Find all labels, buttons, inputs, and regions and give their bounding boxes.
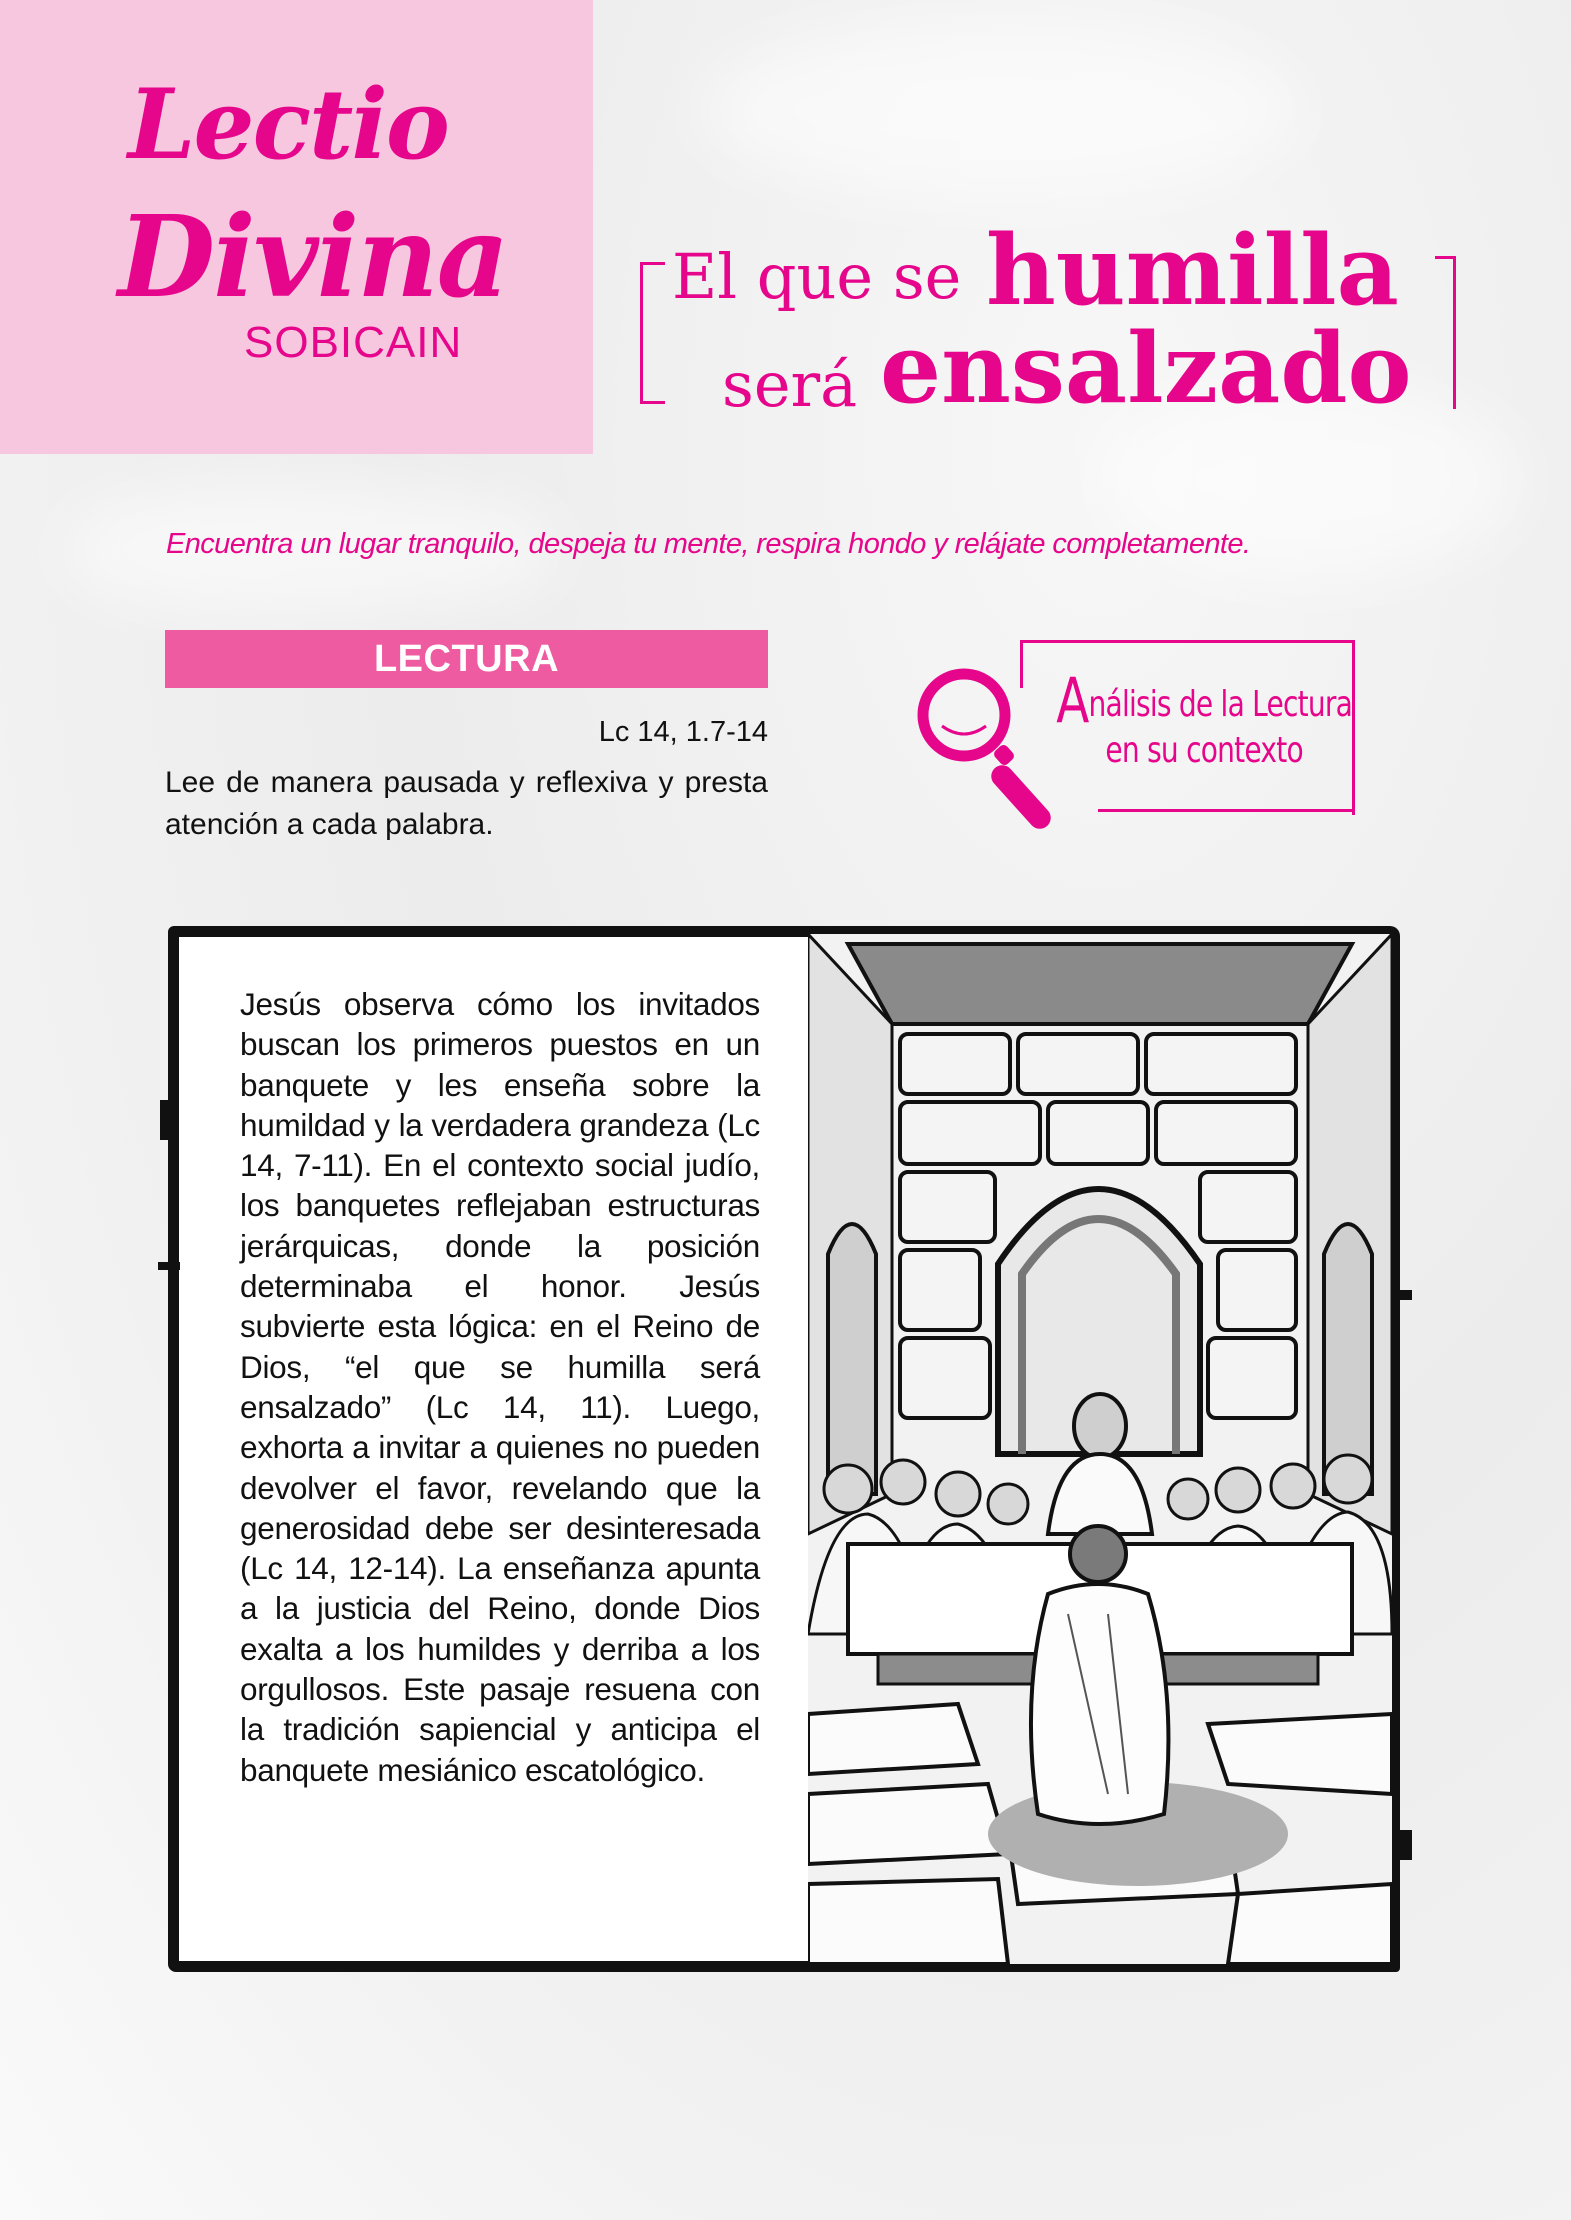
- analysis-frame-bottom: [1098, 809, 1352, 812]
- analysis-title: [1054, 664, 1354, 774]
- brand-logo-box: [0, 0, 593, 454]
- analysis-line2: en su contexto: [1105, 730, 1303, 771]
- title-line2-big: ensalzado: [880, 312, 1412, 425]
- bible-citation: Lc 14, 1.7-14: [598, 716, 768, 748]
- background-cloud: [700, 20, 1300, 200]
- title-line2-small: será: [722, 348, 858, 421]
- title-line1-big: humilla: [986, 214, 1399, 327]
- analysis-badge: [912, 636, 1448, 816]
- banquet-illustration-svg: [808, 934, 1392, 1964]
- brand-org: SOBICAIN: [244, 318, 463, 367]
- analysis-line1: nálisis de la Lectura: [1088, 684, 1353, 725]
- frame-notch: [160, 1100, 178, 1140]
- lectura-heading-label: LECTURA: [373, 637, 560, 680]
- reading-instruction: Lee de manera pausada y reflexiva y presta atención a cada palabra.: [165, 766, 768, 841]
- frame-notch: [158, 1262, 180, 1270]
- lectura-heading: [165, 630, 768, 688]
- banquet-illustration: [808, 934, 1392, 1964]
- analysis-body-text: Jesús observa cómo los invitados buscan los primeros puestos en un banquete y les enseña sobre la humildad y la verdadera grandeza (Lc 14, 7-11). En el contexto social judío, los banquetes reflejaban estructuras jerárquicas, donde la posición determinaba el honor. Jesús subvierte esta lógica: en el Reino de Dios, “el que se humilla será ensalzado” (Lc 14, 11). Luego, exhorta a invitar a quienes no pueden devolver el favor, revelando que la generosidad debe ser desinteresada (Lc 14, 12-14). La enseñanza apunta a la justicia del Reino, donde Dios exalta a los humildes y derriba a los orgullosos. Este pasaje resuena con la tradición sapiencial y anticipa el banquete mesiánico escatológico.: [240, 986, 760, 1788]
- page-title: [636, 200, 1456, 425]
- title-bracket-left: [640, 262, 665, 404]
- analysis-cap-letter: A: [1056, 664, 1089, 737]
- frame-notch: [1392, 1290, 1412, 1300]
- title-line1-small: El que se: [672, 240, 962, 313]
- frame-notch: [1390, 1830, 1412, 1860]
- brand-lectio: Lectio: [128, 68, 448, 181]
- title-bracket-right: [1435, 256, 1456, 409]
- intro-instruction: Encuentra un lugar tranquilo, despeja tu mente, respira hondo y relájate completamente.: [166, 528, 1251, 560]
- analysis-frame-left: [1020, 640, 1023, 688]
- brand-divina: Divina: [118, 192, 508, 323]
